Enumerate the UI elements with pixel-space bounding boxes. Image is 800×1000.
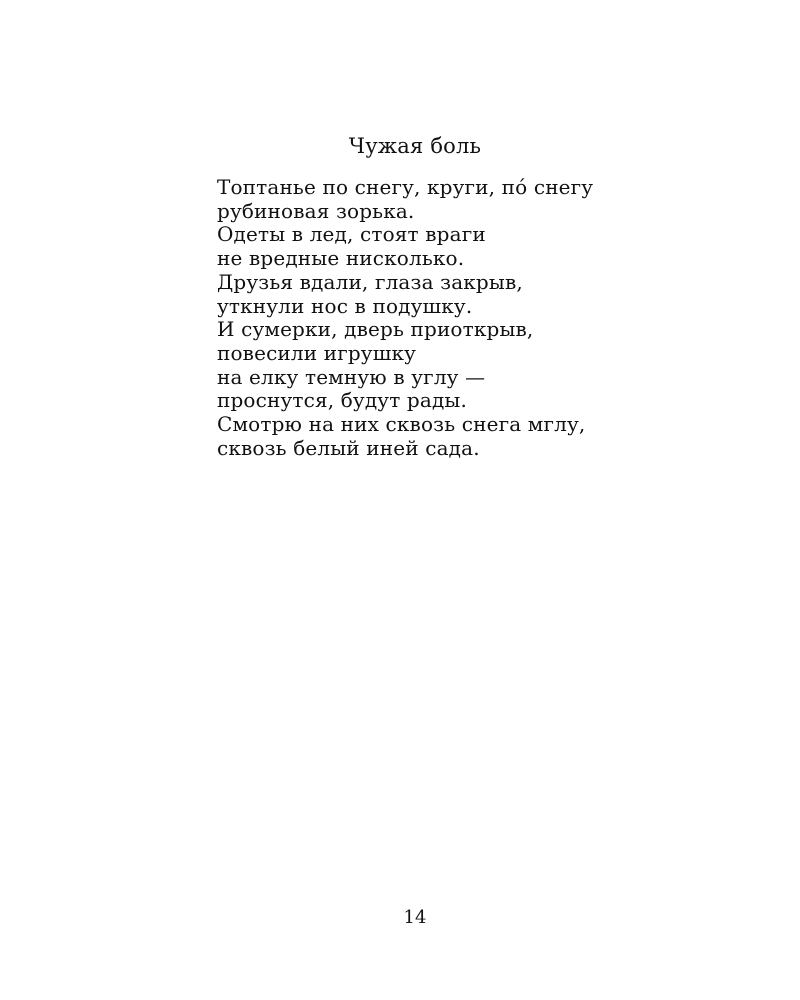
poem-line: Друзья вдали, глаза закрыв, <box>217 269 523 294</box>
poem-line: сквозь белый иней сада. <box>217 435 480 460</box>
poem-line: проснутся, будут рады. <box>217 388 467 413</box>
poem-line: повесили игрушку <box>217 340 417 365</box>
poem-line: уткнули нос в подушку. <box>217 293 473 318</box>
page-number: 14 <box>403 907 427 928</box>
poem-line: Одеты в лед, стоят враги <box>217 222 486 247</box>
poem-line: Смотрю на них сквозь снега мглу, <box>217 412 586 437</box>
poem-line: не вредные нисколько. <box>217 246 465 271</box>
poem-title: Чужая боль <box>348 134 482 158</box>
poem-body <box>217 176 593 460</box>
poem-line: И сумерки, дверь приоткрыв, <box>217 317 534 342</box>
poem-line: рубиновая зорька. <box>217 198 415 223</box>
poem-line: на елку темную в углу — <box>217 364 486 389</box>
poem-line: Топтанье по снегу, круги, пó снегу <box>217 175 594 199</box>
